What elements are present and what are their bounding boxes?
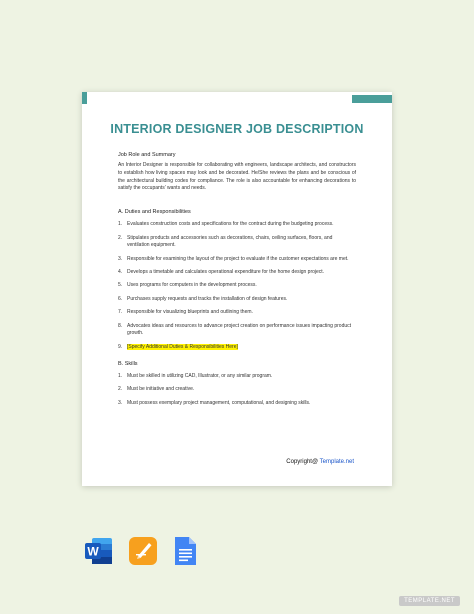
placeholder-highlight-text: [Specify Additional Duties & Responsibilities Here]: [127, 343, 238, 350]
summary-text: An Interior Designer is responsible for collaborating with engineers, landscape architects, and constructors to establish how living spaces may look and be decorated. He/She reviews the plans and be conscious of the architectural building codes for compliance. The role is also accountable for enhancing decorations to satisfy the occupants’ wants and needs.: [118, 162, 356, 192]
accent-bar-left: [82, 92, 87, 104]
list-item-number: 6.: [118, 295, 123, 302]
list-item-text: Stipulates products and accessories such as decorations, chairs, ceiling surfaces, floors, and ventilation equipment.: [127, 234, 333, 249]
accent-bar-right: [352, 95, 392, 103]
list-item-number: 1.: [118, 373, 123, 380]
duties-heading: A. Duties and Responsibilities: [118, 209, 191, 216]
list-item-text: Must be skilled in utilizing CAD, Illustrator, or any similar program.: [127, 373, 273, 380]
list-item: [118, 269, 356, 277]
list-item: [118, 373, 356, 381]
document-page: [82, 92, 392, 486]
summary-heading: Job Role and Summary: [118, 152, 176, 158]
list-item-number: 7.: [118, 309, 123, 316]
list-item-text: Advocates ideas and resources to advance project creation on performance issues impacting product growth.: [127, 322, 352, 337]
list-item-text: Responsible for visualizing blueprints and outlining them.: [127, 309, 253, 316]
list-item-number: 3.: [118, 399, 123, 406]
list-item-number: 2.: [118, 234, 123, 241]
list-item-number: 8.: [118, 322, 123, 329]
list-item-text: Responsible for examining the layout of the project to evaluate if the customer expectations are met.: [127, 255, 349, 262]
list-item: [118, 296, 356, 304]
list-item-number: 4.: [118, 268, 123, 275]
pages-icon[interactable]: [128, 536, 158, 566]
list-item-text: Purchases supply requests and tracks the installation of design features.: [127, 295, 288, 302]
skills-heading: B. Skills: [118, 361, 138, 368]
list-item-number: 5.: [118, 282, 123, 289]
list-item: [118, 256, 356, 264]
document-content: [118, 152, 356, 413]
list-item: [118, 282, 356, 290]
list-item: [118, 235, 356, 250]
list-item-text: Evaluates construction costs and specifications for the contract during the budgeting process.: [127, 221, 334, 228]
word-icon[interactable]: [84, 536, 114, 566]
list-item-text: Must be initiative and creative.: [127, 386, 195, 393]
google-docs-icon[interactable]: [170, 536, 200, 566]
list-item-text: Uses programs for computers in the development process.: [127, 282, 257, 289]
list-item: [118, 323, 356, 338]
document-title: INTERIOR DESIGNER JOB DESCRIPTION: [110, 122, 364, 136]
list-item-number: 9.: [118, 343, 123, 350]
list-item: [118, 344, 356, 352]
list-item-text: Must possess exemplary project management, computational, and designing skills.: [127, 399, 311, 406]
list-item: [118, 221, 356, 229]
list-item-number: 2.: [118, 386, 123, 393]
list-item-number: 1.: [118, 221, 123, 228]
word-icon-letter: W: [87, 544, 99, 559]
list-item-text: Develops a timetable and calculates operational expenditure for the home design project.: [127, 268, 325, 275]
list-item: [118, 309, 356, 317]
copyright-line: [286, 459, 354, 465]
watermark: TEMPLATE.NET: [399, 596, 460, 606]
duties-list: [118, 221, 356, 351]
copyright-prefix: Copyright@: [286, 459, 319, 465]
list-item-number: 3.: [118, 255, 123, 262]
skills-list: [118, 373, 356, 407]
copyright-site-link[interactable]: Template.net: [319, 459, 354, 465]
list-item: [118, 386, 356, 394]
list-item: [118, 400, 356, 408]
